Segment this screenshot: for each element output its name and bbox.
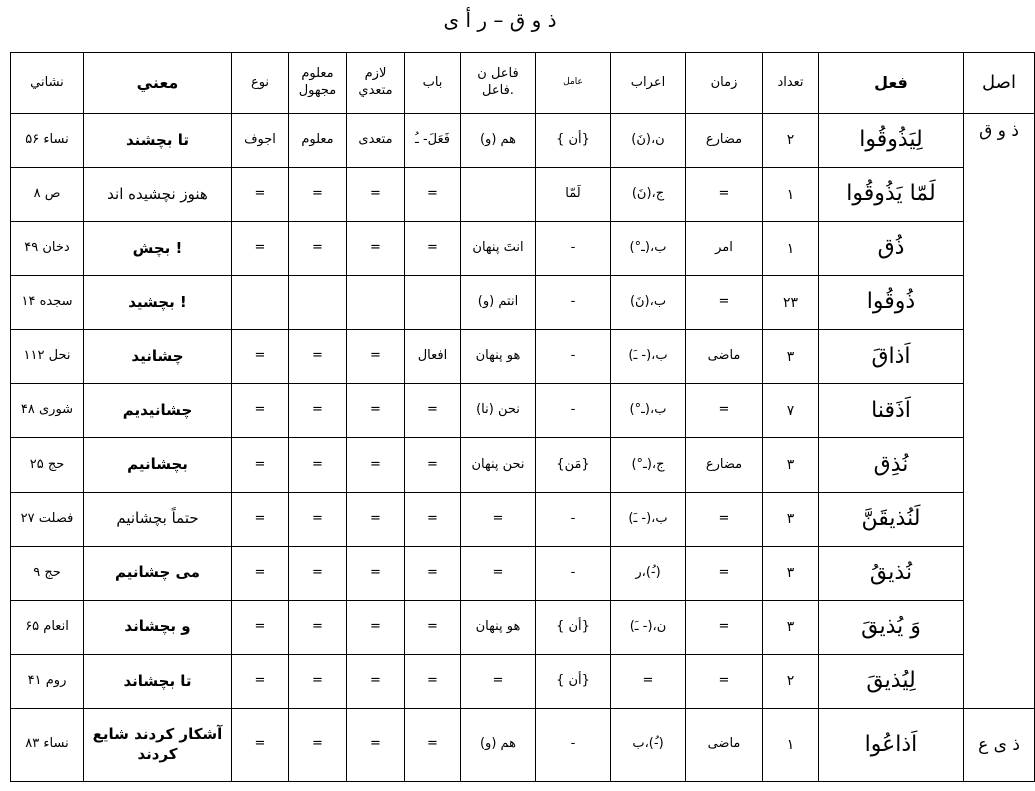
cell-mana: آشكار كردند شايع كردند [84,708,232,781]
header-now: نوع [232,53,289,114]
cell-erab: ب،(- ـَ) [611,492,686,546]
cell-bab: = [405,492,461,546]
cell-neshani: حج ۹ [11,546,84,600]
cell-neshani: شورى ۴۸ [11,384,84,438]
cell-erab: ن،(نَ) [611,114,686,168]
cell-amel: - [536,384,611,438]
cell-fael [461,168,536,222]
cell-fael: انتَ پنهان [461,222,536,276]
cell-neshani: فصلت ۲۷ [11,492,84,546]
cell-mana: تا بچشند [84,114,232,168]
table-row [11,438,1035,492]
cell-lazem: = [347,384,405,438]
header-amel: عامل [536,53,611,114]
cell-tedad: ۳ [763,600,819,654]
cell-fel: اَذاعُوا [819,708,964,781]
cell-neshani: نساء ۵۶ [11,114,84,168]
header-fael: فاعل ن .فاعل [461,53,536,114]
cell-malum: = [289,708,347,781]
header-lazem: لازم متعدي [347,53,405,114]
cell-neshani: ص ۸ [11,168,84,222]
cell-root-dhayaa: ذ ی ع [964,708,1035,781]
cell-malum: = [289,222,347,276]
cell-mana: حتماً بچشانيم [84,492,232,546]
cell-erab: ب،(-ُ) [611,708,686,781]
cell-bab: = [405,384,461,438]
cell-erab: ر،(-ُ) [611,546,686,600]
cell-lazem: = [347,708,405,781]
cell-tedad: ۳ [763,492,819,546]
cell-zaman: = [686,276,763,330]
cell-now: = [232,330,289,384]
cell-zaman: = [686,384,763,438]
cell-lazem: = [347,438,405,492]
cell-zaman: امر [686,222,763,276]
page-title: ذ و ق – ر أ ی [443,8,557,32]
cell-neshani: حج ۲۵ [11,438,84,492]
cell-fael: (و) هم [461,708,536,781]
header-asl: اصل [964,53,1035,114]
header-zaman: زمان [686,53,763,114]
cell-tedad: ۱ [763,222,819,276]
cell-mana: و بچشاند [84,600,232,654]
cell-bab: = [405,600,461,654]
cell-amel: - [536,276,611,330]
cell-lazem: = [347,600,405,654]
cell-amel: - [536,546,611,600]
header-bab: باب [405,53,461,114]
cell-neshani: انعام ۶۵ [11,600,84,654]
cell-zaman: = [686,168,763,222]
cell-amel: - [536,492,611,546]
header-tedad: تعداد [763,53,819,114]
cell-lazem: = [347,546,405,600]
cell-tedad: ۳ [763,546,819,600]
cell-fael: = [461,546,536,600]
cell-now: = [232,168,289,222]
cell-amel: - [536,708,611,781]
cell-zaman: مضارع [686,438,763,492]
cell-mana: چشانيد [84,330,232,384]
cell-fael: نحن پنهان [461,438,536,492]
cell-bab: = [405,222,461,276]
cell-now: = [232,546,289,600]
cell-fael: (نا) نحن [461,384,536,438]
table-row [11,600,1035,654]
header-mana: معني [84,53,232,114]
cell-malum: = [289,492,347,546]
cell-bab: = [405,168,461,222]
header-row [11,53,1035,114]
cell-root-dhawq: ذ و ق [964,114,1035,709]
table-row [11,708,1035,781]
cell-fel: وَ يُذيقَ [819,600,964,654]
cell-malum: = [289,546,347,600]
cell-bab: = [405,546,461,600]
table-row [11,654,1035,708]
cell-fel: اَذَقنا [819,384,964,438]
cell-neshani: روم ۴۱ [11,654,84,708]
table-row [11,114,1035,168]
header-erab: اعراب [611,53,686,114]
cell-mana: تا بچشاند [84,654,232,708]
cell-now: = [232,654,289,708]
cell-tedad: ۲ [763,114,819,168]
cell-erab: ب،(نَ) [611,276,686,330]
cell-lazem: = [347,654,405,708]
cell-zaman: ماضى [686,708,763,781]
cell-malum: = [289,600,347,654]
header-neshani: نشاني [11,53,84,114]
cell-now: = [232,600,289,654]
cell-lazem [347,276,405,330]
cell-mana: بچشانيم [84,438,232,492]
cell-bab: = [405,654,461,708]
cell-amel: { أن} [536,654,611,708]
cell-mana: هنوز نچشيده اند [84,168,232,222]
cell-malum: = [289,654,347,708]
cell-tedad: ۷ [763,384,819,438]
cell-amel: - [536,330,611,384]
cell-zaman: = [686,600,763,654]
cell-fel: لَنُذيقَنَّ [819,492,964,546]
cell-fel: اَذاقَ [819,330,964,384]
cell-malum: = [289,438,347,492]
table-row [11,276,1035,330]
cell-erab: ب،(- ـَ) [611,330,686,384]
cell-fael: هو پنهان [461,330,536,384]
cell-fel: لَمّا يَذُوقُوا [819,168,964,222]
header-fel: فعل [819,53,964,114]
cell-lazem: = [347,330,405,384]
cell-fael: هو پنهان [461,600,536,654]
table-row [11,168,1035,222]
cell-tedad: ۱ [763,708,819,781]
cell-fel: ذُق [819,222,964,276]
cell-amel: { أن} [536,600,611,654]
cell-amel: - [536,222,611,276]
cell-fel: نُذِق [819,438,964,492]
cell-fel: ذُوقُوا [819,276,964,330]
cell-amel: لَمّا [536,168,611,222]
cell-fel: لِيُذيقَ [819,654,964,708]
cell-malum [289,276,347,330]
cell-now: = [232,222,289,276]
table-row [11,384,1035,438]
cell-fael: = [461,654,536,708]
cell-lazem: متعدى [347,114,405,168]
cell-now: = [232,708,289,781]
cell-tedad: ۲۳ [763,276,819,330]
cell-now: اجوف [232,114,289,168]
cell-malum: = [289,168,347,222]
cell-bab: فَعَلَ- ـُ [405,114,461,168]
cell-fel: نُذيقُ [819,546,964,600]
cell-malum: معلوم [289,114,347,168]
cell-tedad: ۳ [763,330,819,384]
verb-analysis-table [10,52,1035,782]
cell-zaman: = [686,546,763,600]
cell-malum: = [289,384,347,438]
cell-lazem: = [347,168,405,222]
cell-neshani: سجده ۱۴ [11,276,84,330]
cell-tedad: ۱ [763,168,819,222]
cell-fael: (و) انتم [461,276,536,330]
cell-fel: لِيَذُوقُوا [819,114,964,168]
cell-bab: افعال [405,330,461,384]
cell-lazem: = [347,222,405,276]
cell-bab: = [405,438,461,492]
cell-mana: بچش ! [84,222,232,276]
cell-erab: ب،(ـ°) [611,222,686,276]
cell-neshani: نساء ۸۳ [11,708,84,781]
cell-erab: ن،(- ـَ) [611,600,686,654]
cell-mana: مى چشانيم [84,546,232,600]
cell-erab: ج،(نَ) [611,168,686,222]
cell-bab: = [405,708,461,781]
header-malum: معلوم مجهول [289,53,347,114]
cell-now: = [232,492,289,546]
table-row [11,222,1035,276]
cell-now [232,276,289,330]
cell-malum: = [289,330,347,384]
cell-now: = [232,384,289,438]
table-row [11,492,1035,546]
table-row [11,330,1035,384]
cell-zaman: ماضى [686,330,763,384]
table-row [11,546,1035,600]
cell-zaman: = [686,654,763,708]
cell-erab: ج،(ـ°) [611,438,686,492]
cell-mana: چشانيديم [84,384,232,438]
cell-lazem: = [347,492,405,546]
cell-zaman: = [686,492,763,546]
cell-neshani: دخان ۴۹ [11,222,84,276]
cell-fael: = [461,492,536,546]
cell-zaman: مضارع [686,114,763,168]
cell-amel: {مَن} [536,438,611,492]
cell-tedad: ۳ [763,438,819,492]
cell-amel: { أن} [536,114,611,168]
cell-erab: = [611,654,686,708]
cell-tedad: ۲ [763,654,819,708]
cell-now: = [232,438,289,492]
cell-mana: بچشيد ! [84,276,232,330]
cell-bab [405,276,461,330]
cell-neshani: نحل ۱۱۲ [11,330,84,384]
cell-erab: ب،(ـ°) [611,384,686,438]
cell-fael: (و) هم [461,114,536,168]
